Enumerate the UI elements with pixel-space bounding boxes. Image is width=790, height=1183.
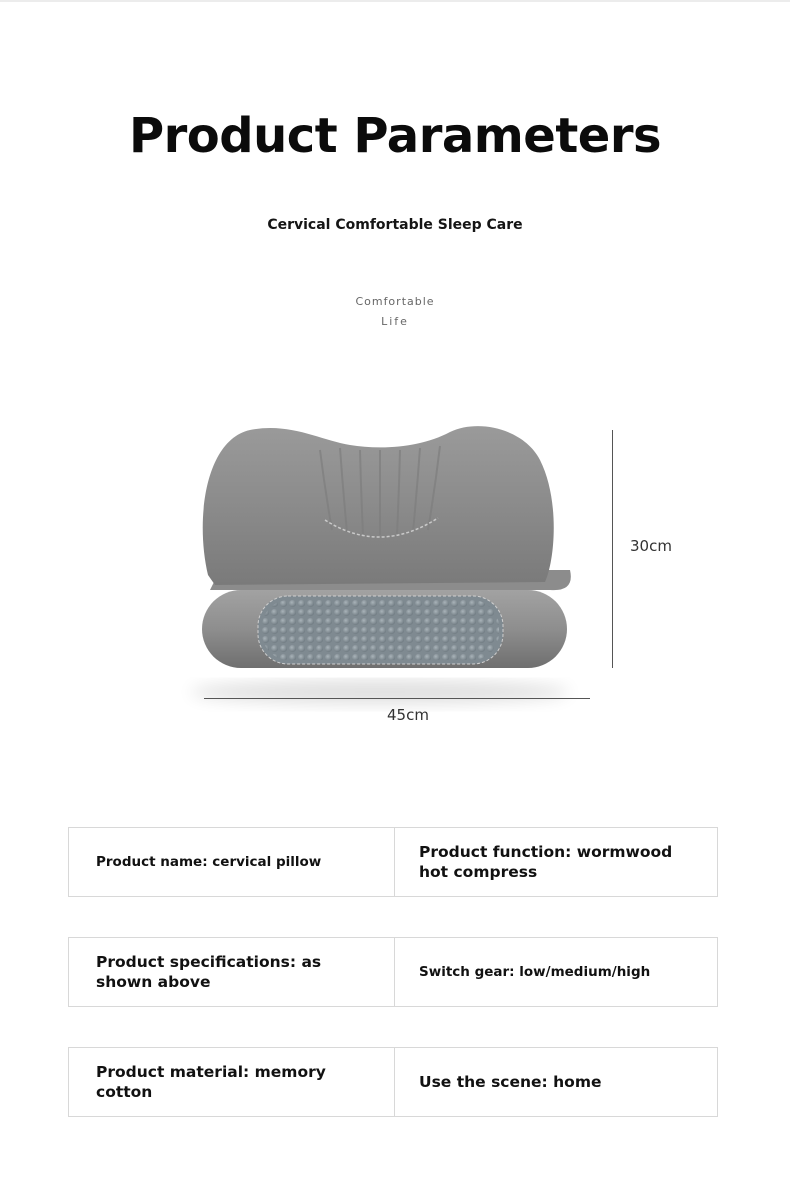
height-dimension-label: 30cm: [630, 537, 672, 555]
use-scene-cell: Use the scene: home: [419, 1073, 602, 1091]
switch-gear-cell: Switch gear: low/medium/high: [419, 964, 651, 980]
width-dimension-line: [204, 698, 590, 699]
parameter-row: [68, 937, 718, 1007]
product-specifications-cell: Product specifications: as shown above: [69, 938, 395, 1006]
height-dimension-line: [612, 430, 613, 668]
product-material-cell: Product material: memory cotton: [69, 1048, 395, 1116]
product-name-cell: Product name: cervical pillow: [69, 828, 395, 896]
tagline-line-1: Comfortable: [355, 295, 435, 308]
product-function-cell: Product function: wormwood hot compress: [419, 843, 673, 881]
parameter-row: [68, 827, 718, 897]
page-subtitle: Cervical Comfortable Sleep Care: [267, 217, 523, 233]
page-title: Product Parameters: [128, 108, 662, 164]
pillow-product-image: [180, 410, 700, 740]
tagline-line-2: Life: [381, 315, 409, 328]
parameter-row: [68, 1047, 718, 1117]
top-divider: [0, 0, 790, 2]
width-dimension-label: 45cm: [387, 706, 429, 724]
